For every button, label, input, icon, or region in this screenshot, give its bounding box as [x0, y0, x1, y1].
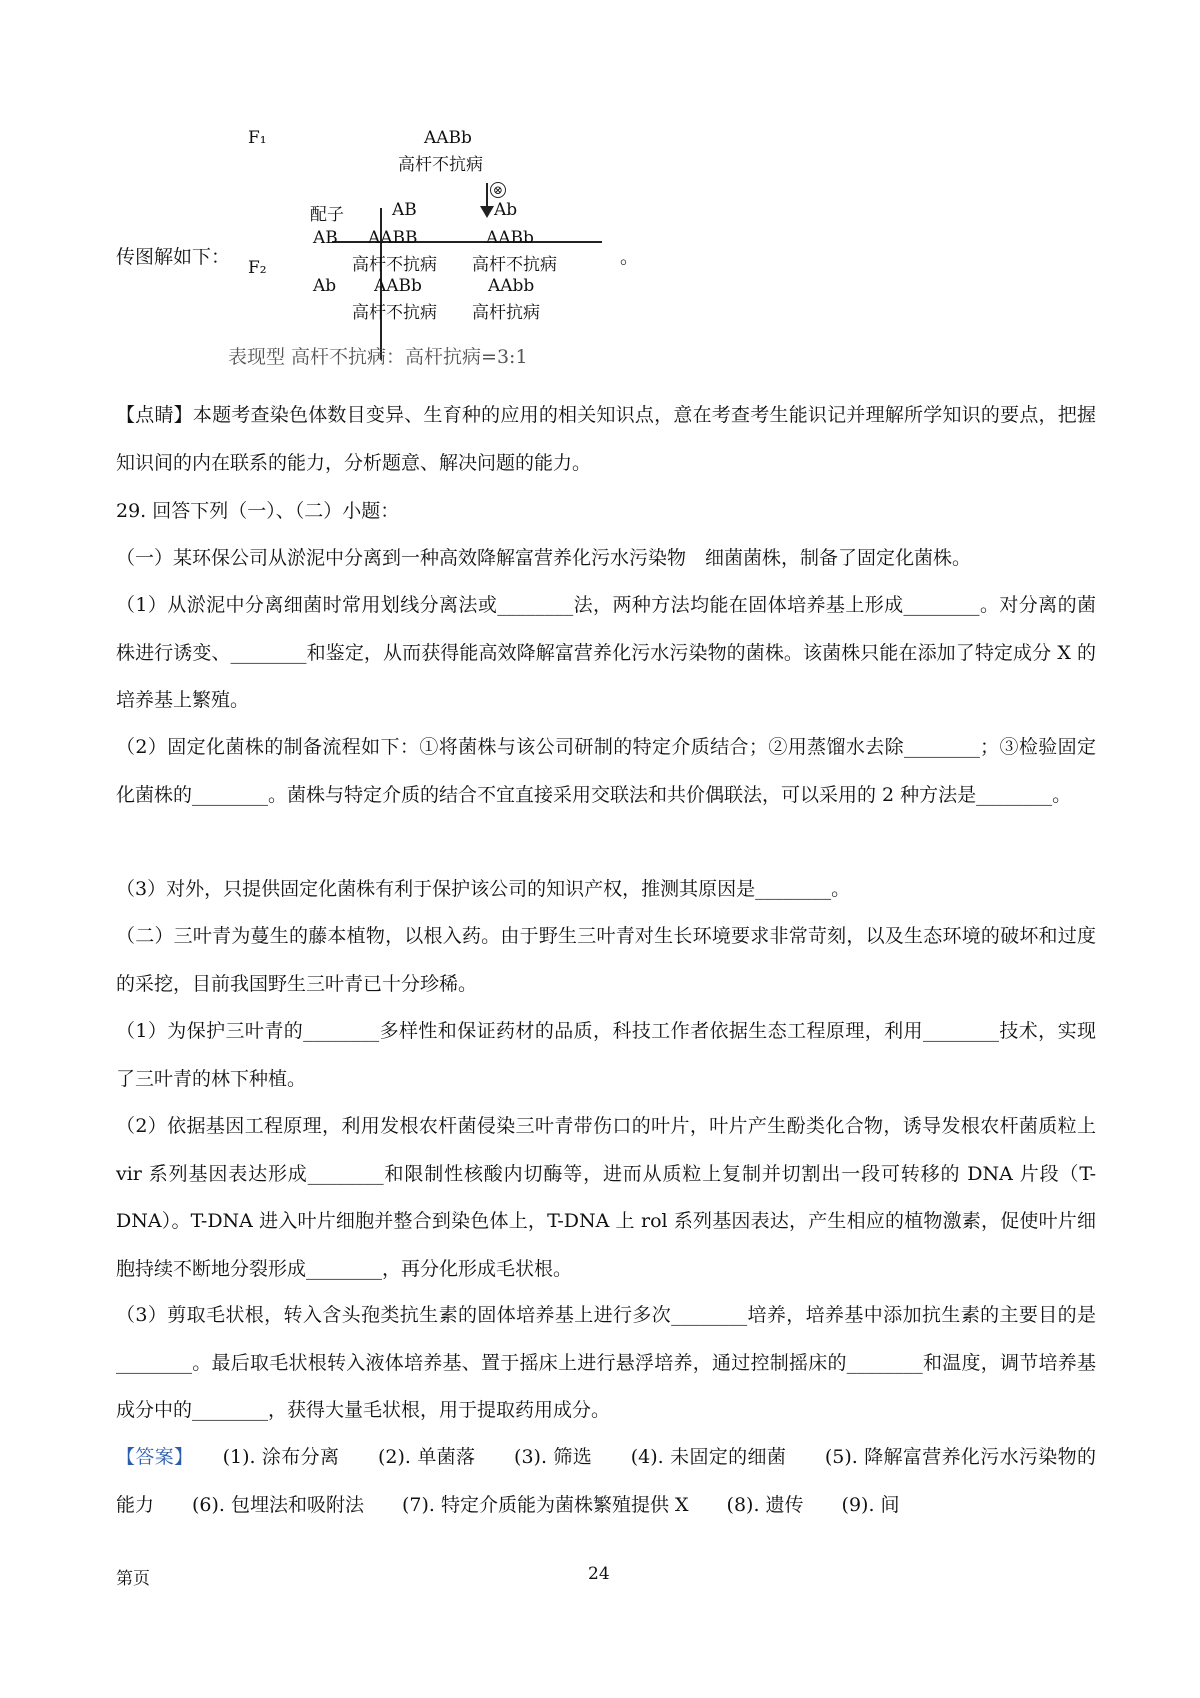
cell-genotype: AABb	[486, 228, 534, 248]
part-two-q2: （2）依据基因工程原理，利用发根农杆菌侵染三叶青带伤口的叶片，叶片产生酚类化合物，诱导发根农杆菌质粒上 vir 系列基因表达形成________和限制性核酸内切酶等，进而从质粒上复制并切割出一段可转移的 DNA 片段（T-DNA）。T-DNA 进入叶片细胞并整合到染色体上，T-DNA 上 rol 系列基因表达，产生相应的植物激素，促使叶片细胞持续不断地分裂形成________，再分化形成毛状根。	[116, 1115, 1096, 1280]
cell-phenotype: 高杆不抗病	[472, 255, 557, 275]
cell-genotype: AAbb	[488, 276, 535, 296]
col-gamete-2: Ab	[494, 200, 518, 220]
answer-paragraph	[116, 1434, 1096, 1529]
part-one-q3: （3）对外，只提供固定化菌株有利于保护该公司的知识产权，推测其原因是________。	[116, 878, 851, 900]
part-two-q3: （3）剪取毛状根，转入含头孢类抗生素的固体培养基上进行多次________培养，培养基中添加抗生素的主要目的是________。最后取毛状根转入液体培养基、置于摇床上进行悬浮培养，通过控制摇床的________和温度，调节培养基成分中的________，获得大量毛状根，用于提取药用成分。	[116, 1304, 1096, 1421]
cell-phenotype: 高杆抗病	[472, 303, 540, 323]
f1-phenotype: 高杆不抗病	[398, 155, 483, 175]
f1-label: F₁	[248, 128, 267, 148]
cell-phenotype: 高杆不抗病	[352, 255, 437, 275]
question-title: 29. 回答下列（一）、（二）小题：	[116, 500, 400, 522]
page-number: 24	[588, 1564, 610, 1584]
cell-genotype: AABB	[368, 228, 418, 248]
selfing-icon: ⊗	[490, 182, 506, 198]
f1-genotype: AABb	[424, 128, 472, 148]
col-gamete-1: AB	[392, 200, 417, 220]
diagram-intro-label: 传图解如下：	[116, 246, 231, 268]
part-one-intro: （一）某环保公司从淤泥中分离到一种高效降解富营养化污水污染物 细菌菌株，制备了固定化菌株。	[116, 547, 972, 569]
cell-phenotype: 高杆不抗病	[352, 303, 437, 323]
row-gamete-1: AB	[313, 228, 338, 248]
part-one-q1: （1）从淤泥中分离细菌时常用划线分离法或________法，两种方法均能在固体培养基上形成________。对分离的菌株进行诱变、________和鉴定，从而获得能高效降解富营养化污水污染物的菌株。该菌株只能在添加了特定成分 X 的培养基上繁殖。	[116, 594, 1096, 711]
cell-genotype: AABb	[374, 276, 422, 296]
f2-label: F₂	[248, 258, 267, 278]
part-two-intro: （二）三叶青为蔓生的藤本植物，以根入药。由于野生三叶青对生长环境要求非常苛刻，以及生态环境的破坏和过度的采挖，目前我国野生三叶青已十分珍稀。	[116, 925, 1096, 995]
part-one-q2: （2）固定化菌株的制备流程如下：①将菌株与该公司研制的特定介质结合；②用蒸馏水去除________；③检验固定化菌株的________。菌株与特定介质的结合不宜直接采用交联法和共价偶联法，可以采用的 2 种方法是________。	[116, 736, 1096, 806]
row-gamete-2: Ab	[313, 276, 337, 296]
arrow-down-icon	[480, 206, 494, 218]
diagram-intro-end: 。	[620, 246, 640, 268]
gamete-header: 配子	[310, 205, 344, 225]
part-two-q1: （1）为保护三叶青的________多样性和保证药材的品质，科技工作者依据生态工程原理，利用________技术，实现了三叶青的林下种植。	[116, 1020, 1096, 1090]
footer-left: 第页	[116, 1569, 150, 1589]
answer-text: (1). 涂布分离 (2). 单菌落 (3). 筛选 (4). 未固定的细菌 (5). 降解富营养化污水污染物的能力 (6). 包埋法和吸附法 (7). 特定介质能为菌株繁殖提供 X (8). 遗传 (9). 间	[116, 1446, 1096, 1516]
phenotype-ratio: 表现型 高杆不抗病：高杆抗病=3:1	[228, 346, 528, 368]
tip-paragraph: 【点睛】本题考查染色体数目变异、生育种的应用的相关知识点，意在考查考生能识记并理解所学知识的要点，把握知识间的内在联系的能力，分析题意、解决问题的能力。	[116, 404, 1096, 474]
answer-tag: 【答案】	[116, 1446, 184, 1468]
